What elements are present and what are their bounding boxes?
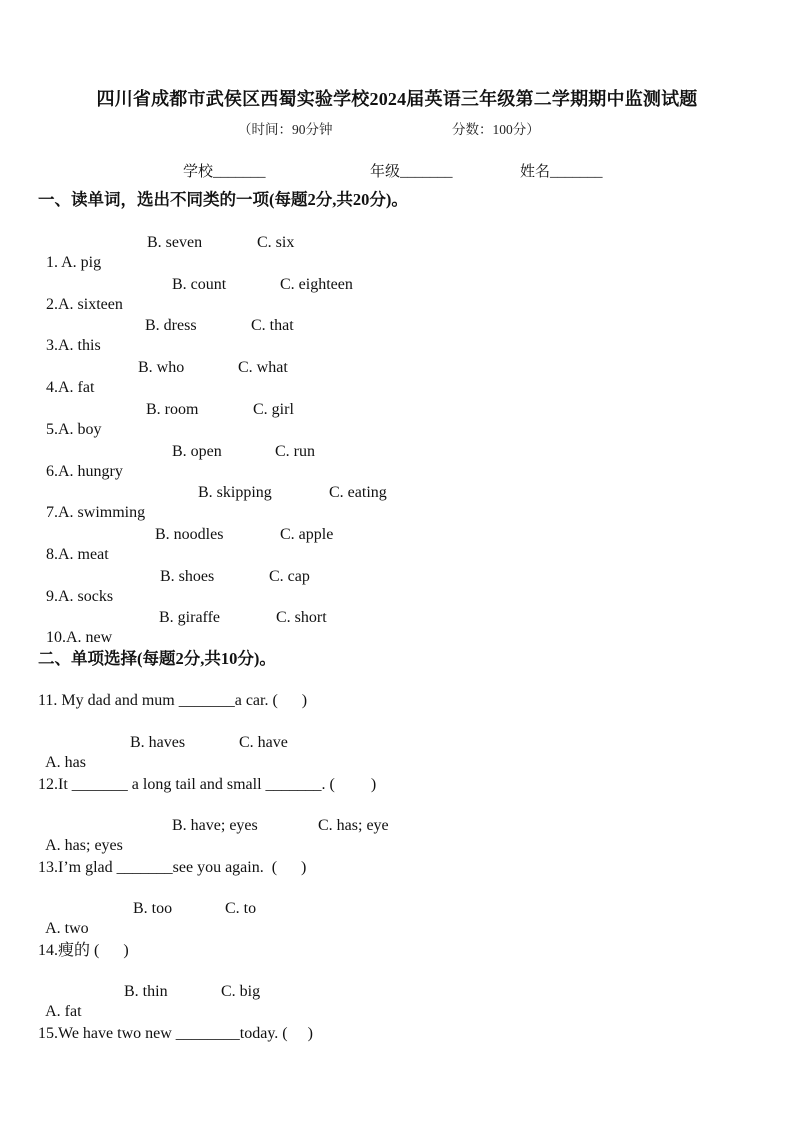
option-a: 1. A. pig [46, 254, 102, 271]
time-info: （时间：90分钟 [238, 122, 333, 137]
option-c: C. what [238, 359, 288, 376]
option-c: C. to [225, 900, 257, 917]
option-b: B. shoes [160, 568, 215, 585]
option-a: A. fat [45, 1003, 82, 1020]
option-a: 10.A. new [46, 629, 113, 646]
option-b: B. room [146, 401, 199, 418]
option-c: C. have [239, 734, 288, 751]
option-c: C. big [221, 983, 261, 1000]
section1-heading: 一、读单词，选出不同类的一项(每题2分,共20分)。 [38, 190, 408, 209]
option-a: 5.A. boy [46, 421, 102, 438]
exam-title: 四川省成都市武侯区西蜀实验学校2024届英语三年级第二学期期中监测试题 [96, 89, 698, 109]
option-b: B. haves [130, 734, 186, 751]
option-b: B. skipping [198, 484, 272, 501]
option-a: 9.A. socks [46, 588, 114, 605]
option-c: C. eighteen [280, 276, 353, 293]
option-b: B. count [172, 276, 227, 293]
option-a: 4.A. fat [46, 379, 95, 396]
option-b: B. too [133, 900, 173, 917]
option-a: 2.A. sixteen [46, 296, 123, 313]
option-b: B. giraffe [159, 609, 221, 626]
option-c: C. has; eye [318, 817, 389, 834]
answer-row [38, 899, 257, 979]
question-text: 11. My dad and mum _______a car. ( ) [38, 692, 308, 709]
option-c: C. that [251, 317, 294, 334]
question-text: 13.I’m glad _______see you again. ( ) [38, 859, 307, 876]
option-c: C. run [275, 443, 315, 460]
option-c: C. short [276, 609, 327, 626]
option-c: C. six [257, 234, 295, 251]
option-b: B. thin [124, 983, 168, 1000]
option-a: 6.A. hungry [46, 463, 123, 480]
question-text: 14.瘦的 ( ) [38, 942, 129, 959]
option-b: B. have; eyes [172, 817, 258, 834]
option-b: B. noodles [155, 526, 224, 543]
grade-field: 年级_______ [370, 164, 453, 180]
option-c: C. eating [329, 484, 387, 501]
option-a: 3.A. this [46, 337, 101, 354]
school-field: 学校_______ [183, 164, 266, 180]
section2-heading: 二、单项选择(每题2分,共10分)。 [38, 649, 276, 668]
option-a: A. two [45, 920, 89, 937]
name-field: 姓名_______ [520, 164, 603, 180]
option-b: B. who [138, 359, 185, 376]
option-b: B. seven [147, 234, 203, 251]
option-c: C. girl [253, 401, 294, 418]
option-c: C. cap [269, 568, 310, 585]
option-b: B. open [172, 443, 222, 460]
option-a: 8.A. meat [46, 546, 109, 563]
question-text: 12.It _______ a long tail and small _______. ( ) [38, 776, 377, 793]
score-info: 分数：100分） [452, 122, 540, 137]
option-a: A. has; eyes [45, 837, 123, 854]
question-text: 15.We have two new ________today. ( ) [38, 1025, 313, 1042]
option-c: C. apple [280, 526, 334, 543]
option-a: 7.A. swimming [46, 504, 146, 521]
option-a: A. has [45, 754, 87, 771]
option-b: B. dress [145, 317, 197, 334]
